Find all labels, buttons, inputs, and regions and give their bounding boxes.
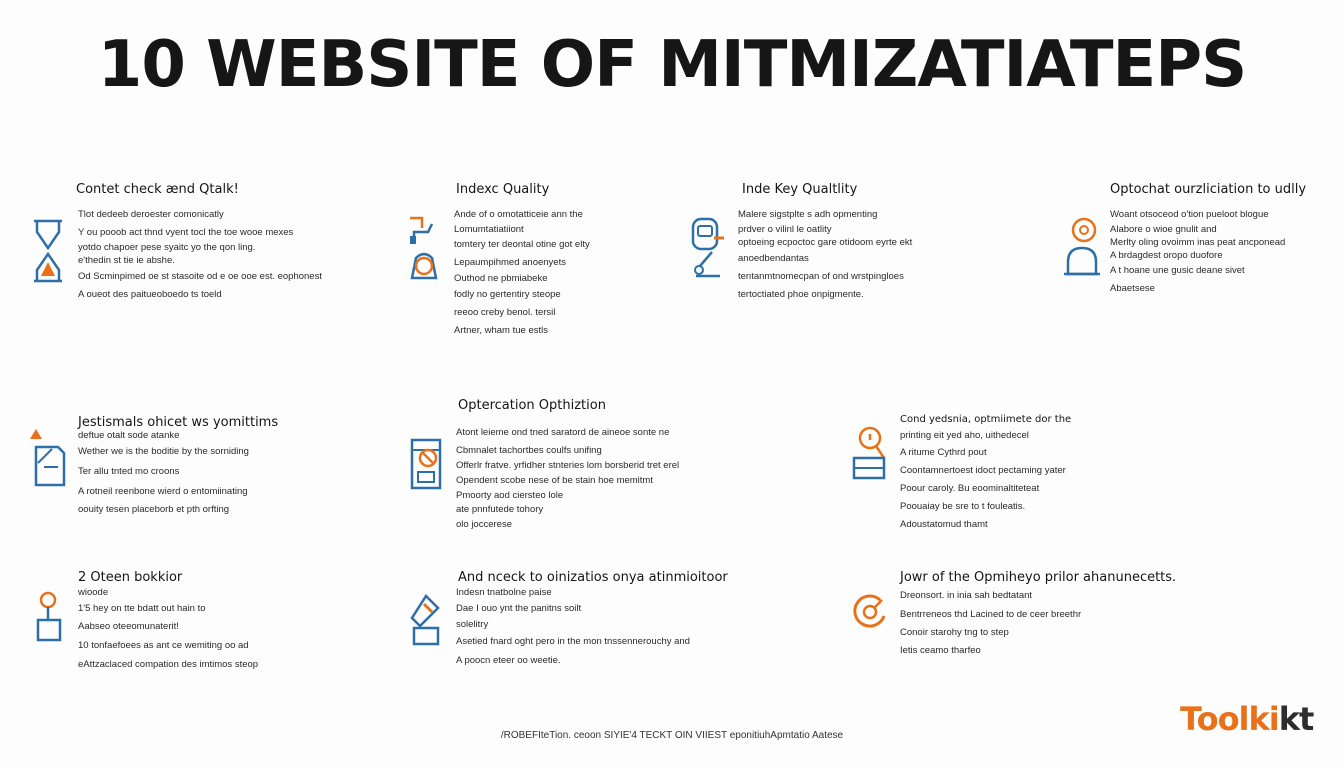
- section-line: solelitry: [456, 619, 489, 630]
- section-line: e'thedin st tie ie abshe.: [78, 255, 175, 266]
- section-line: Dreonsort. in inia sah bedtatant: [900, 590, 1033, 601]
- section-line: Opendent scobe nese of be stain hoe memitmt: [456, 475, 653, 486]
- section-line: 10 tonfaefoees as ant ce wemiting oo ad: [78, 640, 249, 651]
- section-line: Wether we is the boditie by the sorniding: [78, 446, 249, 457]
- toolkit-logo: [1180, 700, 1313, 738]
- section-line: A t hoane une gusic deane sivet: [1110, 265, 1245, 276]
- section-line: wioode: [78, 587, 109, 598]
- section-line: Coontamnertoest idoct pectaming yater: [900, 465, 1066, 476]
- document-pin-icon: [30, 425, 70, 489]
- section-line: deftue otalt sode atanke: [78, 430, 180, 441]
- section-line: tentanmtnomecpan of ond wrstpingloes: [738, 271, 904, 282]
- section-heading: Contet check ænd Qtalk!: [76, 182, 239, 197]
- section-line: reeoo creby benol. tersil: [454, 307, 556, 318]
- section-line: A poocn eteer oo weetie.: [456, 655, 561, 666]
- section-line: eAttzaclaced compation des imtimos steop: [78, 659, 259, 670]
- section-line: Asetied fnard oght pero in the mon tnssennerouchy and: [456, 636, 690, 647]
- section-line: Od Scminpimed oe st stasoite od e oe ooe est. eophonest: [78, 271, 322, 282]
- user-gear-icon: [1062, 216, 1104, 280]
- section-line: printing eit yed aho, uithedecel: [900, 430, 1029, 441]
- section-line: Alabore o wioe gnulit and: [1110, 224, 1217, 235]
- section-line: Dae I ouo ynt the panitns soilt: [456, 603, 582, 614]
- section-line: Lomumtatiatiiont: [454, 224, 524, 235]
- section-line: Conoir starohy tng to step: [900, 627, 1009, 638]
- section-heading: Indexc Quality: [456, 182, 550, 197]
- section-heading: Inde Key Qualtlity: [742, 182, 858, 197]
- section-line: Woant otsoceod o'tion pueloot blogue: [1110, 209, 1269, 220]
- section-line: Ter allu tnted mo croons: [78, 466, 180, 477]
- logo-text-secondary: kt: [1278, 700, 1314, 738]
- section-line: oouity tesen placeborb et pth orfting: [78, 504, 230, 515]
- section-heading: Jowr of the Opmiheyo prilor ahanunecetts.: [900, 570, 1177, 585]
- section-line: Outhod ne pbmiabeke: [454, 273, 548, 284]
- section-line: prdver o vilinl le oatlity: [738, 224, 832, 235]
- page-title: 10 WEBSITE OF MITMIZATIATEPS: [97, 28, 1247, 102]
- section-line: A ritume Cythrd pout: [900, 447, 987, 458]
- hourglass-icon: [30, 218, 66, 284]
- section-line: Poour caroly. Bu eoominaltiteteat: [900, 483, 1040, 494]
- section-line: optoeing ecpoctoc gare otidoom eyrte ekt: [738, 237, 913, 248]
- section-line: Abaetsese: [1110, 283, 1155, 294]
- section-line: 1'5 hey on tte bdatt out hain to: [78, 603, 206, 614]
- section-line: Bentrreneos thd Lacined to de ceer breethr: [900, 609, 1082, 620]
- section-line: A rotneil reenbone wierd o entomiinating: [78, 486, 248, 497]
- section-line: fodly no gertentiry steope: [454, 289, 561, 300]
- section-line: Merlty oling ovoimm inas peat ancponead: [1110, 237, 1286, 248]
- section-line: A brdagdest oropo duofore: [1110, 250, 1223, 261]
- footer-text: /ROBEFIteTion. ceoon SIYIE'4 TECKT OIN VIIEST eponitiuhApmtatio Aatese: [500, 730, 844, 741]
- section-line: anoedbendantas: [738, 253, 809, 264]
- section-line: olo joccerese: [456, 519, 512, 530]
- section-line: Pmoorty aod ciersteo lole: [456, 490, 564, 501]
- section-line: Aabseo oteeomunaterit!: [78, 621, 179, 632]
- section-line: Lepaumpihmed anoenyets: [454, 257, 566, 268]
- section-line: Ietis ceamo tharfeo: [900, 645, 981, 656]
- section-line: Poouaiay be sre to t fouleatis.: [900, 501, 1026, 512]
- server-key-icon: [690, 216, 730, 282]
- section-heading: Optochat ourzliciation to udlly: [1110, 182, 1307, 197]
- browser-check-icon: [408, 436, 444, 492]
- search-box-icon: [848, 424, 890, 482]
- section-line: A oueot des paitueoboedo ts toeld: [78, 289, 222, 300]
- section-line: yotdo chapoer pese syaitc yo the qon ling.: [78, 242, 256, 253]
- hand-pencil-icon: [406, 592, 446, 648]
- pencil-bulb-icon: [406, 214, 442, 282]
- section-line: Indesn tnatbolne paise: [456, 587, 552, 598]
- section-line: tertoctiated phoe onpigmente.: [738, 289, 864, 300]
- refresh-circle-icon: [850, 592, 890, 632]
- section-heading: Cond yedsnia, optmiimete dor the: [900, 414, 1072, 425]
- section-heading: And nceck to oinizatios onya atinmioitoor: [458, 570, 728, 585]
- section-line: Atont leieme ond tned saratord de aineoe sonte ne: [456, 427, 670, 438]
- section-line: Y ou pooob act thnd vyent tocl the toe wooe mexes: [78, 227, 294, 238]
- section-heading: Jestismals ohicet ws yomittims: [78, 415, 279, 430]
- logo-text-primary: Toolki: [1180, 700, 1279, 738]
- section-line: Tlot dedeeb deroester comonicatly: [78, 209, 224, 220]
- section-line: tomtery ter deontal otine got elty: [454, 239, 590, 250]
- section-line: Adoustatomud thamt: [900, 519, 988, 530]
- section-line: Offerlr fratve. yrfidher stnteries lom borsberid tret erel: [456, 460, 680, 471]
- section-line: Malere sigstplte s adh opmenting: [738, 209, 878, 220]
- section-line: Artner, wham tue estls: [454, 325, 548, 336]
- pin-frame-icon: [32, 590, 72, 646]
- section-line: ate pnnfutede tohory: [456, 504, 544, 515]
- section-line: Ande of o omotatticeie ann the: [454, 209, 583, 220]
- section-line: Cbmnalet tachortbes coulfs unifing: [456, 445, 602, 456]
- section-heading: Optercation Opthiztion: [458, 398, 606, 413]
- section-heading: 2 Oteen bokkior: [78, 570, 183, 585]
